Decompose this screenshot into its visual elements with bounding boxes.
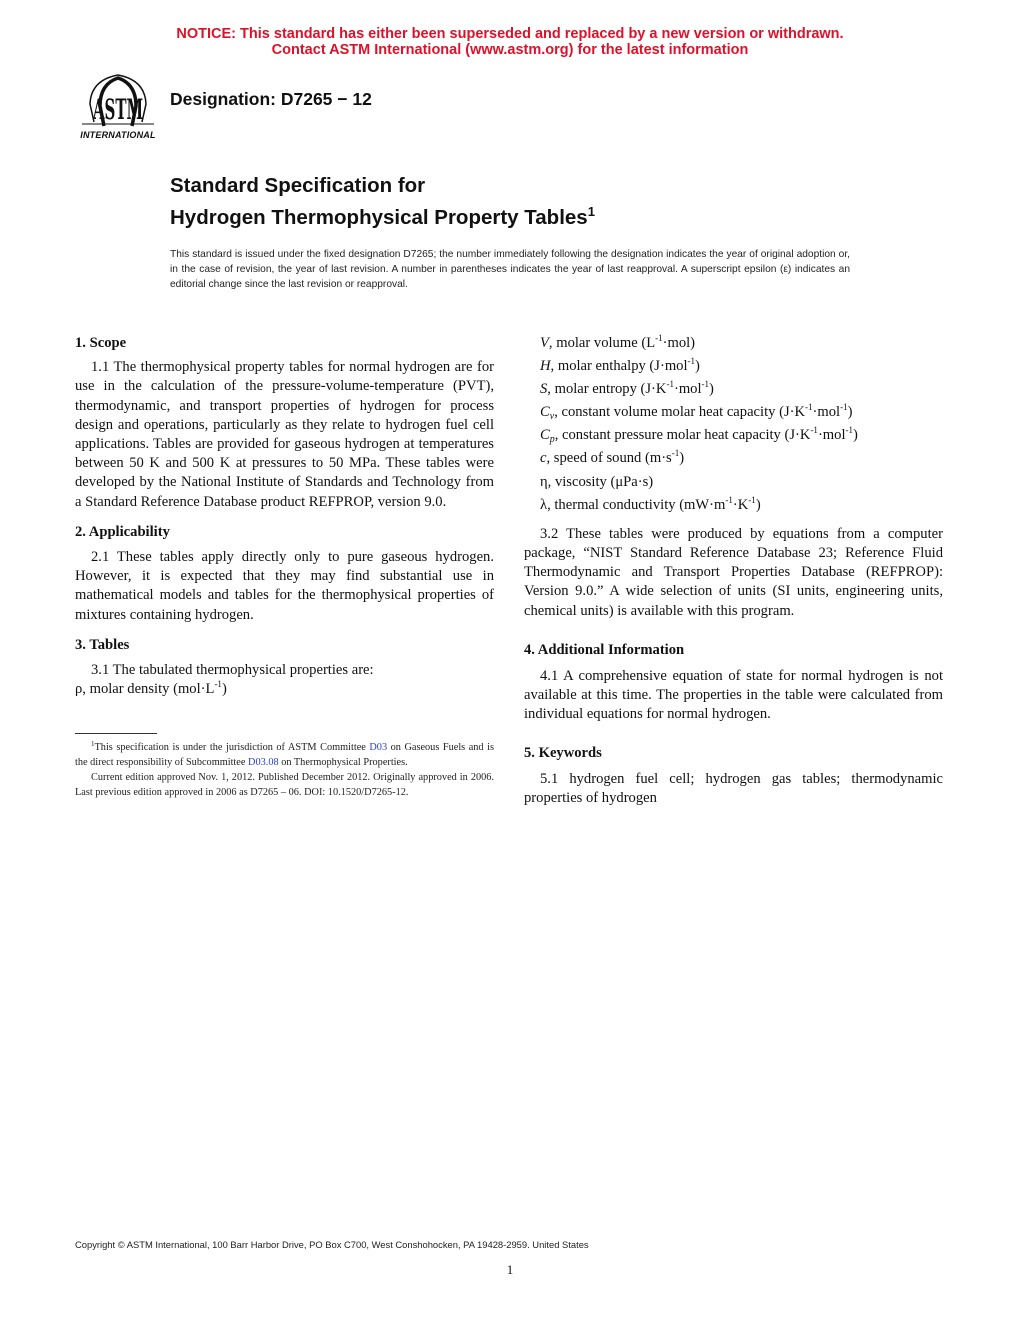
- astm-logo-icon: [74, 74, 162, 130]
- notice-line-2: Contact ASTM International (www.astm.org) for the latest information: [271, 42, 749, 58]
- notice-banner: [0, 26, 1020, 58]
- title-line-1: Standard Specification for: [170, 174, 426, 197]
- astm-logo: [74, 74, 162, 146]
- issued-note: This standard is issued under the fixed designation D7265; the number immediately following the designation indicates the year of original adoption or, in the case of revision, the year of last revision. A number in parentheses indicates the year of last reapproval. A superscript epsilon (ε) indicates an editorial change since the last revision or reapproval.: [170, 249, 850, 290]
- page-number: 1: [506, 1262, 514, 1277]
- footnote-1: $^1$This specification is under the jurisdiction of ASTM Committee D03 on Gaseous Fuels and is the direct responsibility of Subcommittee D03.08 on Thermophysical Properties.: [75, 740, 494, 768]
- additional-paragraph: 4.1 A comprehensive equation of state for normal hydrogen is not available at this time. The properties in the table were calculated from individual equations for normal hydrogen.: [524, 668, 943, 723]
- svg-text:ASTM: ASTM: [92, 93, 144, 127]
- committee-link[interactable]: D03: [369, 742, 388, 753]
- title-footnote-mark: 1: [587, 204, 595, 219]
- tables-paragraph-2: 3.2 These tables were produced by equations from a computer package, “NIST Standard Reference Database 23; Reference Fluid Thermodynamic and Transport Properties Database (REFPROP): Version 9.0.” A wide selection of units (SI units, engineering units, chemical units) is available with this program.: [524, 525, 943, 619]
- property-V: V, molar volume $(L^{-1}\cdot mol)$: [540, 333, 696, 351]
- section-heading-tables: 3. Tables: [75, 636, 130, 653]
- keywords-paragraph: 5.1 hydrogen fuel cell; hydrogen gas tables; thermodynamic properties of hydrogen: [524, 770, 943, 807]
- copyright: Copyright © ASTM International, 100 Barr Harbor Drive, PO Box C700, West Conshohocken, PA 19428-2959. United States: [75, 1239, 589, 1250]
- property-eta: η, viscosity (μPa·s): [540, 473, 654, 490]
- property-Cv: $C_v$, constant volume molar heat capacity $(J\cdot K^{-1}\cdot mol^{-1})$: [540, 402, 853, 423]
- property-c: c, speed of sound $(m\cdot s^{-1})$: [540, 448, 685, 467]
- footnote: [75, 740, 494, 800]
- notice-line-1: NOTICE: This standard has either been superseded and replaced by a new version or withdrawn.: [176, 26, 844, 42]
- property-Cp: $C_p$, constant pressure molar heat capacity $(J\cdot K^{-1}\cdot mol^{-1})$: [540, 425, 858, 446]
- property-S: S, molar entropy $(J\cdot K^{-1}\cdot mol^{-1})$: [540, 379, 714, 398]
- property-rho: ρ, molar density $(mol\cdot L^{-1})$: [75, 679, 227, 698]
- title-line-2: Hydrogen Thermophysical Property Tables: [170, 206, 588, 229]
- section-heading-scope: 1. Scope: [75, 335, 127, 351]
- logo-wordmark: INTERNATIONAL: [80, 130, 156, 140]
- footnote-2: Current edition approved Nov. 1, 2012. Published December 2012. Originally approved in 2006. Last previous edition approved in 2006 as D7265 – 06. DOI: 10.1520/D7265-12.: [75, 772, 494, 798]
- section-heading-applicability: 2. Applicability: [75, 523, 170, 540]
- property-lambda: λ, thermal conductivity $(mW\cdot m^{-1}\cdot K^{-1})$: [540, 494, 761, 513]
- designation: Designation: D7265 − 12: [170, 89, 372, 109]
- section-heading-keywords: 5. Keywords: [524, 744, 602, 761]
- subcommittee-link[interactable]: D03.08: [248, 757, 279, 768]
- section-heading-additional: 4. Additional Information: [524, 641, 685, 658]
- left-column: [75, 334, 494, 699]
- applicability-paragraph: 2.1 These tables apply directly only to pure gaseous hydrogen. However, it is expected that they may find substantial use in mathematical models and tables for the thermophysical properties of mixtures containing hydrogen.: [75, 549, 494, 623]
- document-title: [170, 173, 595, 231]
- footnote-divider: [75, 733, 157, 734]
- tables-paragraph-1: 3.1 The tabulated thermophysical properties are:: [91, 662, 374, 679]
- property-H: H, molar enthalpy (J·mol$^{-1}$): [540, 356, 700, 375]
- scope-paragraph: 1.1 The thermophysical property tables for normal hydrogen are for use in the calculation of the pressure-volume-temperature (PVT), thermodynamic, and transport properties of hydrogen for process design and operations, particularly as they relate to hydrogen fuel cell applications. Tables are provided for gaseous hydrogen at temperatures between 50 K and 500 K at pressures to 50 MPa. These tables were developed by the National Institute of Standards and Technology from a Standard Reference Database product REFPROP, version 9.0.: [75, 359, 494, 510]
- right-column: [524, 334, 943, 808]
